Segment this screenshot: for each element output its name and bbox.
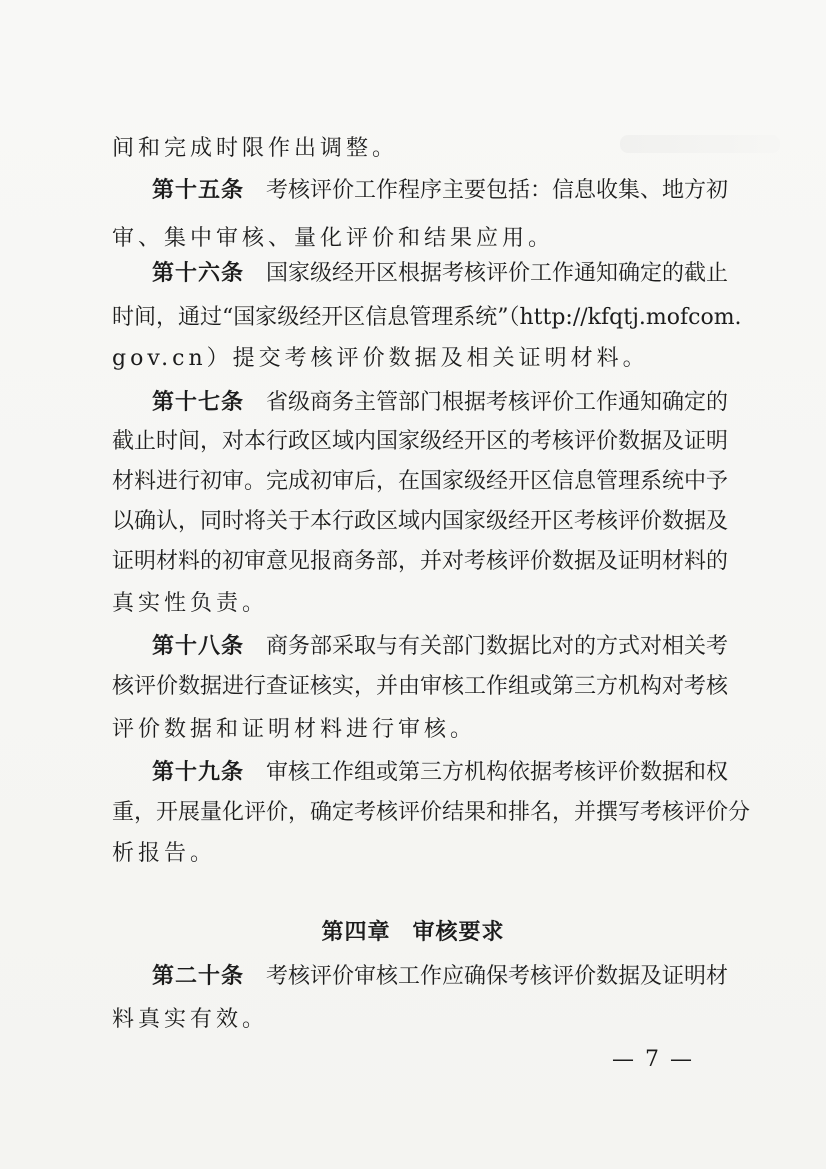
paragraph-line: 截止时间，对本行政区域内国家级经开区的考核评价数据及证明: [112, 429, 729, 454]
paragraph-line: 析报告。: [112, 841, 217, 866]
paragraph-line: 重，开展量化评价，确定考核评价结果和排名，并撰写考核评价分: [112, 800, 751, 825]
paragraph-line: 时间，通过“国家级经开区信息管理系统”（http://kfqtj.mofcom.: [112, 305, 742, 330]
article-text: 商务部采取与有关部门数据比对的方式对相关考: [266, 634, 729, 659]
article-text: 省级商务主管部门根据考核评价工作通知确定的: [266, 390, 729, 415]
paragraph-line: 以确认，同时将关于本行政区域内国家级经开区考核评价数据及: [112, 509, 729, 534]
article-16-line-1: [152, 259, 729, 288]
article-15-line-1: [152, 176, 729, 205]
article-heading: 第十七条: [152, 389, 245, 415]
article-text: 审核工作组或第三方机构依据考核评价数据和权: [266, 760, 729, 785]
article-text: 考核评价审核工作应确保考核评价数据及证明材: [266, 964, 729, 989]
paragraph-line: 真实性负责。: [112, 591, 269, 616]
paragraph-line: gov.cn）提交考核评价数据及相关证明材料。: [112, 346, 649, 371]
article-heading: 第十九条: [152, 759, 245, 785]
article-heading: 第十六条: [152, 260, 245, 286]
article-heading: 第十五条: [152, 177, 245, 203]
paragraph-line: 评价数据和证明材料进行审核。: [112, 717, 477, 742]
paragraph-line: 核评价数据进行查证核实，并由审核工作组或第三方机构对考核: [112, 674, 729, 699]
chapter-title: 审核要求: [412, 919, 505, 945]
paragraph-line: 料真实有效。: [112, 1007, 269, 1032]
article-19-line-1: [152, 758, 729, 787]
article-heading: 第二十条: [152, 963, 245, 989]
chapter-number: 第四章: [321, 919, 391, 945]
paragraph-line: 间和完成时限作出调整。: [112, 136, 399, 161]
article-20-line-1: [152, 962, 729, 991]
paragraph-line: 材料进行初审。完成初审后，在国家级经开区信息管理系统中予: [112, 469, 729, 494]
paragraph-line: 证明材料的初审意见报商务部，并对考核评价数据及证明材料的: [112, 549, 729, 574]
article-text: 考核评价工作程序主要包括：信息收集、地方初: [266, 178, 729, 203]
chapter-heading: [0, 918, 826, 946]
article-text: 国家级经开区根据考核评价工作通知确定的截止: [266, 261, 729, 286]
paragraph-line: 审、集中审核、量化评价和结果应用。: [112, 226, 555, 251]
article-heading: 第十八条: [152, 633, 245, 659]
article-18-line-1: [152, 632, 729, 661]
page-number: — 7 —: [612, 1047, 694, 1072]
article-17-line-1: [152, 388, 729, 417]
